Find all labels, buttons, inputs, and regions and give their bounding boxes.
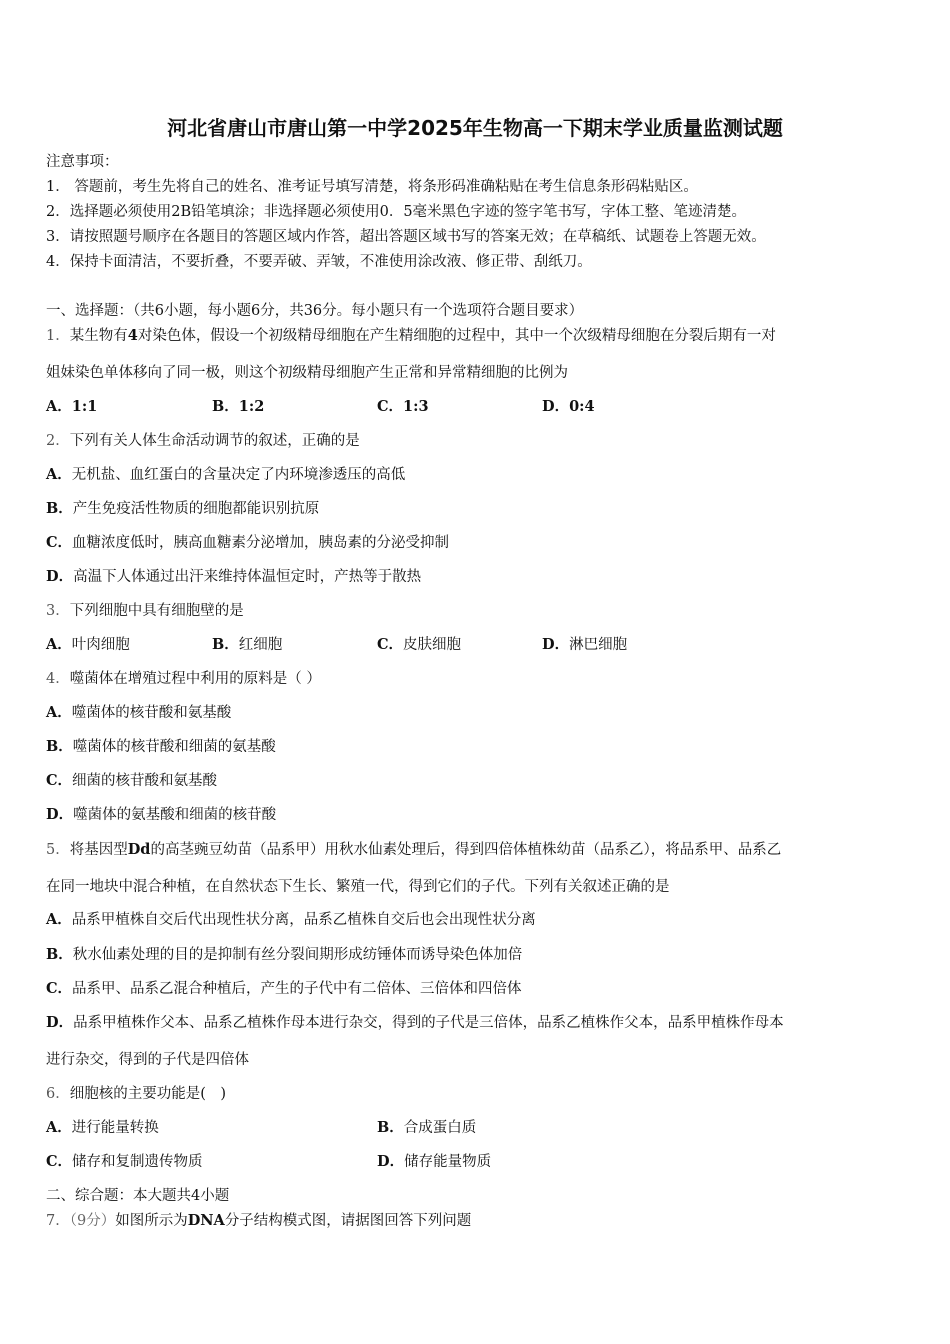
text-span: 的高茎豌豆幼苗（品系甲）用秋水仙素处理后，得到四倍体植株幼苗（品系乙），将品系甲、品系乙 bbox=[150, 842, 782, 858]
text-span: 4． bbox=[46, 671, 70, 687]
text-span: 血糖浓度低时，胰高血糖素分泌增加，胰岛素的分泌受抑制 bbox=[72, 535, 450, 551]
text-span: A． bbox=[46, 398, 72, 415]
text-span: D． bbox=[46, 806, 74, 823]
text-span: A． bbox=[46, 911, 72, 928]
text-span: B． bbox=[46, 500, 73, 517]
text-span: C． bbox=[46, 1153, 73, 1170]
text-span: 7． bbox=[46, 1213, 70, 1229]
option bbox=[46, 1013, 784, 1033]
text-span: 2． bbox=[46, 433, 70, 449]
question-7-stem bbox=[46, 1211, 471, 1231]
notice-heading: 注意事项： bbox=[46, 154, 119, 170]
option bbox=[212, 397, 264, 417]
text-span: 分子结构模式图，请据图回答下列问题 bbox=[224, 1213, 472, 1229]
notice-item: 1． 答题前，考生先将自己的姓名、准考证号填写清楚，将条形码准确粘贴在考生信息条形码粘贴区。 bbox=[46, 179, 698, 195]
option bbox=[46, 979, 522, 999]
text-span: 噬菌体在增殖过程中利用的原料是（ ） bbox=[69, 671, 321, 687]
text-span: 无机盐、血红蛋白的含量决定了内环境渗透压的高低 bbox=[71, 467, 406, 483]
option bbox=[46, 567, 421, 587]
text-span: Dd bbox=[127, 841, 151, 858]
text-span: 下列细胞中具有细胞壁的是 bbox=[69, 603, 244, 619]
text-span: 1:2 bbox=[238, 398, 265, 415]
page-title: 河北省唐山市唐山第一中学2025年生物高一下期末学业质量监测试题 bbox=[167, 116, 783, 140]
text-span: 淋巴细胞 bbox=[569, 637, 628, 653]
question-5-stem-cont: 在同一地块中混合种植，在自然状态下生长、繁殖一代，得到它们的子代。下列有关叙述正确的是 bbox=[46, 879, 670, 895]
option bbox=[46, 945, 522, 965]
notice-item: 4．保持卡面清洁，不要折叠，不要弄破、弄皱，不准使用涂改液、修正带、刮纸刀。 bbox=[46, 254, 592, 270]
question-2-stem bbox=[46, 431, 360, 451]
text-span: 将基因型 bbox=[69, 842, 128, 858]
option bbox=[46, 910, 536, 930]
text-span: 皮肤细胞 bbox=[403, 637, 462, 653]
option bbox=[377, 635, 461, 655]
section-heading: 一、选择题：（共6小题，每小题6分，共36分。每小题只有一个选项符合题目要求） bbox=[46, 303, 584, 319]
option bbox=[46, 805, 276, 825]
option bbox=[377, 397, 429, 417]
text-span: 噬菌体的核苷酸和氨基酸 bbox=[71, 705, 232, 721]
text-span: 品系甲、品系乙混合种植后，产生的子代中有二倍体、三倍体和四倍体 bbox=[72, 981, 522, 997]
text-span: 6． bbox=[46, 1086, 70, 1102]
text-span: 如图所示为 bbox=[115, 1213, 188, 1229]
text-span: 高温下人体通过出汗来维持体温恒定时，产热等于散热 bbox=[73, 569, 422, 585]
text-span: 细胞核的主要功能是( ) bbox=[69, 1086, 227, 1102]
text-span: DNA bbox=[187, 1212, 225, 1229]
text-span: D． bbox=[46, 1014, 74, 1031]
text-span: 噬菌体的氨基酸和细菌的核苷酸 bbox=[73, 807, 277, 823]
text-span: 进行能量转换 bbox=[71, 1120, 159, 1136]
text-span: 5． bbox=[46, 842, 70, 858]
text-span: 秋水仙素处理的目的是抑制有丝分裂间期形成纺锤体而诱导染色体加倍 bbox=[72, 947, 523, 963]
option bbox=[542, 397, 595, 417]
option bbox=[377, 1118, 476, 1138]
text-span: 红细胞 bbox=[238, 637, 283, 653]
text-span: 下列有关人体生命活动调节的叙述，正确的是 bbox=[69, 433, 360, 449]
text-span: B． bbox=[212, 398, 239, 415]
option bbox=[46, 533, 449, 553]
text-span: B． bbox=[377, 1119, 404, 1136]
option bbox=[46, 1118, 159, 1138]
option bbox=[46, 771, 217, 791]
text-span: D． bbox=[542, 636, 570, 653]
section-heading: 二、综合题：本大题共4小题 bbox=[46, 1188, 230, 1204]
text-span: C． bbox=[46, 772, 73, 789]
question-4-stem bbox=[46, 669, 321, 689]
text-span: A． bbox=[46, 704, 72, 721]
text-span: C． bbox=[46, 534, 73, 551]
option bbox=[46, 635, 130, 655]
option bbox=[46, 397, 97, 417]
option bbox=[212, 635, 282, 655]
text-span: C． bbox=[377, 398, 404, 415]
text-span: 品系甲植株自交后代出现性状分离，品系乙植株自交后也会出现性状分离 bbox=[71, 912, 536, 928]
question-3-stem bbox=[46, 601, 244, 621]
text-span: B． bbox=[46, 738, 73, 755]
text-span: 储存和复制遗传物质 bbox=[72, 1154, 203, 1170]
text-span: C． bbox=[46, 980, 73, 997]
option bbox=[46, 1152, 203, 1172]
option bbox=[542, 635, 627, 655]
text-span: C． bbox=[377, 636, 404, 653]
option bbox=[46, 499, 319, 519]
question-6-stem bbox=[46, 1084, 226, 1104]
text-span: 对染色体，假设一个初级精母细胞在产生精细胞的过程中，其中一个次级精母细胞在分裂后期有一对 bbox=[137, 328, 776, 344]
question-1-stem bbox=[46, 326, 776, 346]
text-span: 0:4 bbox=[569, 398, 595, 415]
text-span: 某生物有 bbox=[69, 328, 128, 344]
text-span: （9分） bbox=[69, 1213, 116, 1229]
text-span: 1:1 bbox=[71, 398, 98, 415]
notice-item: 3．请按照题号顺序在各题目的答题区域内作答，超出答题区域书写的答案无效；在草稿纸、试题卷上答题无效。 bbox=[46, 229, 766, 245]
text-span: 产生免疫活性物质的细胞都能识别抗原 bbox=[72, 501, 320, 517]
option bbox=[46, 737, 276, 757]
text-span: A． bbox=[46, 636, 72, 653]
text-span: B． bbox=[46, 946, 73, 963]
text-span: 4 bbox=[127, 327, 138, 344]
option bbox=[46, 465, 405, 485]
text-span: D． bbox=[542, 398, 570, 415]
option-continuation: 进行杂交，得到的子代是四倍体 bbox=[46, 1052, 249, 1068]
text-span: 噬菌体的核苷酸和细菌的氨基酸 bbox=[72, 739, 276, 755]
option bbox=[377, 1152, 491, 1172]
text-span: 品系甲植株作父本、品系乙植株作母本进行杂交，得到的子代是三倍体，品系乙植株作父本，品系甲植株作母本 bbox=[73, 1015, 784, 1031]
question-1-stem-cont: 姐妹染色单体移向了同一极，则这个初级精母细胞产生正常和异常精细胞的比例为 bbox=[46, 365, 568, 381]
text-span: 细菌的核苷酸和氨基酸 bbox=[72, 773, 218, 789]
text-span: A． bbox=[46, 466, 72, 483]
text-span: B． bbox=[212, 636, 239, 653]
text-span: 1:3 bbox=[403, 398, 429, 415]
text-span: 叶肉细胞 bbox=[71, 637, 130, 653]
question-number: 1． bbox=[46, 328, 70, 344]
text-span: A． bbox=[46, 1119, 72, 1136]
text-span: 储存能量物质 bbox=[404, 1154, 492, 1170]
option bbox=[46, 703, 231, 723]
text-span: 合成蛋白质 bbox=[403, 1120, 477, 1136]
text-span: 3． bbox=[46, 603, 70, 619]
text-span: D． bbox=[377, 1153, 405, 1170]
notice-item: 2．选择题必须使用2B铅笔填涂；非选择题必须使用0．5毫米黑色字迹的签字笔书写，字体工整、笔迹清楚。 bbox=[46, 204, 747, 220]
text-span: D． bbox=[46, 568, 74, 585]
question-5-stem bbox=[46, 840, 781, 860]
